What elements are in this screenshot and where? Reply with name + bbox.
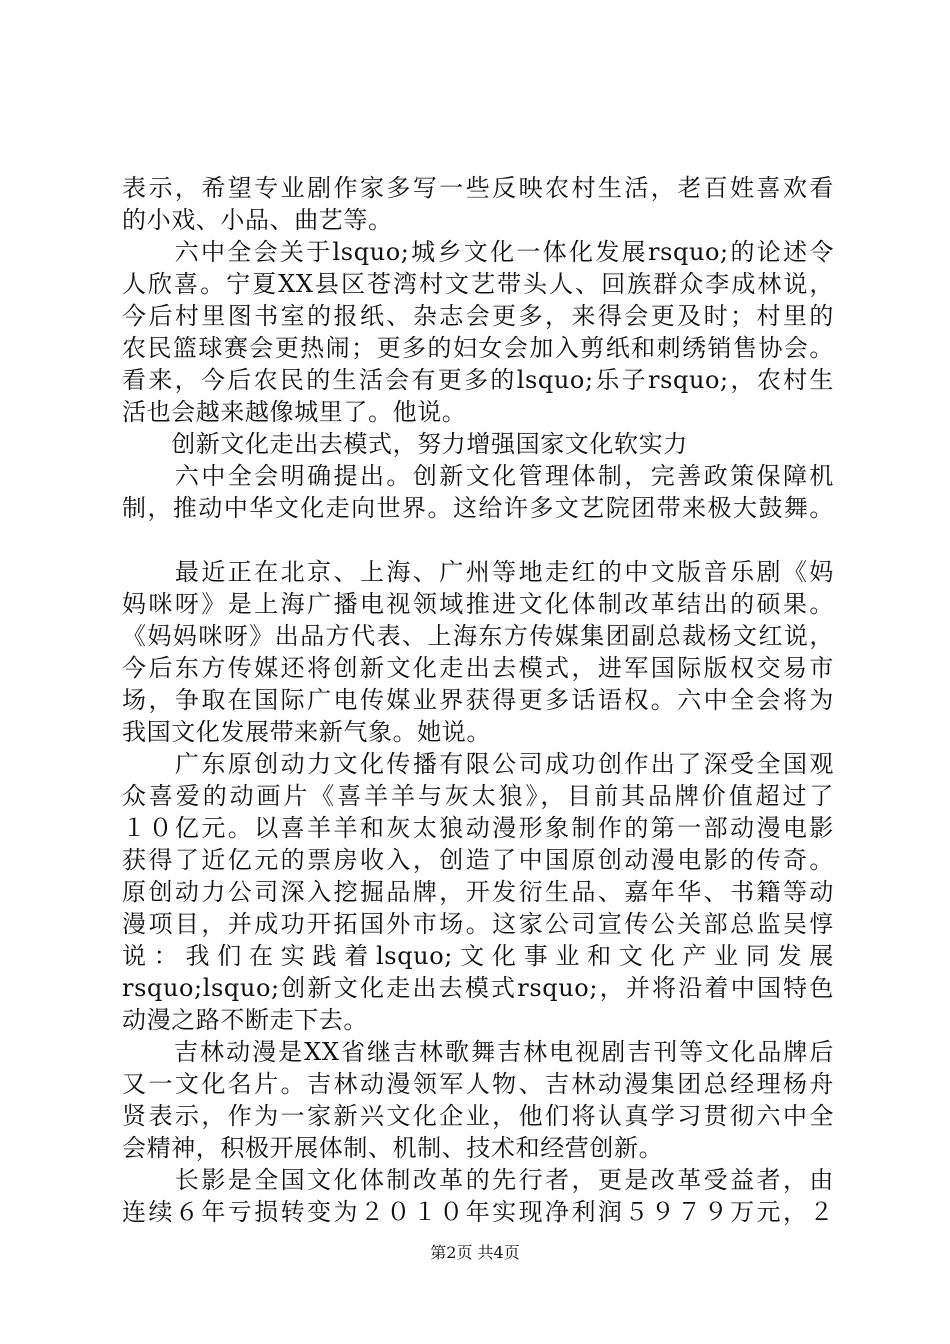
text-line: 妈咪呀》是上海广播电视领域推进文化体制改革结出的硕果。 — [122, 590, 834, 618]
text-line: 广东原创动力文化传播有限公司成功创作出了深受全国观 — [122, 750, 834, 778]
text-line: 制，推动中华文化走向世界。这给许多文艺院团带来极大鼓舞。 — [122, 494, 834, 522]
text-line: 原创动力公司深入挖掘品牌，开发衍生品、嘉年华、书籍等动 — [122, 878, 834, 906]
text-line: 今后村里图书室的报纸、杂志会更多，来得会更及时；村里的 — [122, 302, 834, 330]
text-line: 《妈妈咪呀》出品方代表、上海东方传媒集团副总裁杨文红说， — [122, 622, 834, 650]
body-text — [122, 172, 834, 1228]
text-line: 最近正在北京、上海、广州等地走红的中文版音乐剧《妈 — [122, 558, 834, 586]
text-line: 吉林动漫是XX省继吉林歌舞吉林电视剧吉刊等文化品牌后 — [122, 1038, 834, 1066]
text-line: 会精神，积极开展体制、机制、技术和经营创新。 — [122, 1134, 664, 1162]
text-line: 六中全会明确提出。创新文化管理体制，完善政策保障机 — [122, 462, 834, 490]
section-heading: 创新文化走出去模式，努力增强国家文化软实力 — [122, 430, 688, 458]
text-line: 今后东方传媒还将创新文化走出去模式，进军国际版权交易市 — [122, 654, 834, 682]
text-line: 漫项目，并成功开拓国外市场。这家公司宣传公关部总监吴惇 — [122, 910, 834, 938]
blank-line — [122, 524, 834, 556]
text-line: 又一文化名片。吉林动漫领军人物、吉林动漫集团总经理杨舟 — [122, 1070, 834, 1098]
text-line: 长影是全国文化体制改革的先行者，更是改革受益者，由 — [122, 1166, 834, 1194]
text-line: 人欣喜。宁夏XX县区苍湾村文艺带头人、回族群众李成林说， — [122, 270, 834, 298]
text-line: 众喜爱的动画片《喜羊羊与灰太狼》，目前其品牌价值超过了 — [122, 782, 834, 810]
text-line: 的小戏、小品、曲艺等。 — [122, 206, 393, 234]
text-line: 表示，希望专业剧作家多写一些反映农村生活，老百姓喜欢看 — [122, 174, 834, 202]
text-line: 动漫之路不断走下去。 — [122, 1006, 368, 1034]
text-line: 贤表示，作为一家新兴文化企业，他们将认真学习贯彻六中全 — [122, 1102, 834, 1130]
text-line: 农民篮球赛会更热闹；更多的妇女会加入剪纸和刺绣销售协会。 — [122, 334, 834, 362]
text-line: 获得了近亿元的票房收入，创造了中国原创动漫电影的传奇。 — [122, 846, 834, 874]
text-line: １０亿元。以喜羊羊和灰太狼动漫形象制作的第一部动漫电影 — [122, 814, 834, 842]
text-line: rsquo;lsquo;创新文化走出去模式rsquo;，并将沿着中国特色 — [122, 974, 834, 1002]
text-line: 六中全会关于lsquo;城乡文化一体化发展rsquo;的论述令 — [122, 238, 834, 266]
text-line: 我国文化发展带来新气象。她说。 — [122, 718, 491, 746]
text-line: 看来，今后农民的生活会有更多的lsquo;乐子rsquo;，农村生 — [122, 366, 834, 394]
page-number-footer: 第2页 共4页 — [430, 1243, 520, 1262]
text-line: 活也会越来越像城里了。他说。 — [122, 398, 467, 426]
text-line: 说：我们在实践着lsquo;文化事业和文化产业同发展 — [122, 942, 834, 970]
text-line: 连续６年亏损转变为２０１０年实现净利润５９７９万元，２ — [122, 1198, 834, 1226]
text-line: 场，争取在国际广电传媒业界获得更多话语权。六中全会将为 — [122, 686, 834, 714]
